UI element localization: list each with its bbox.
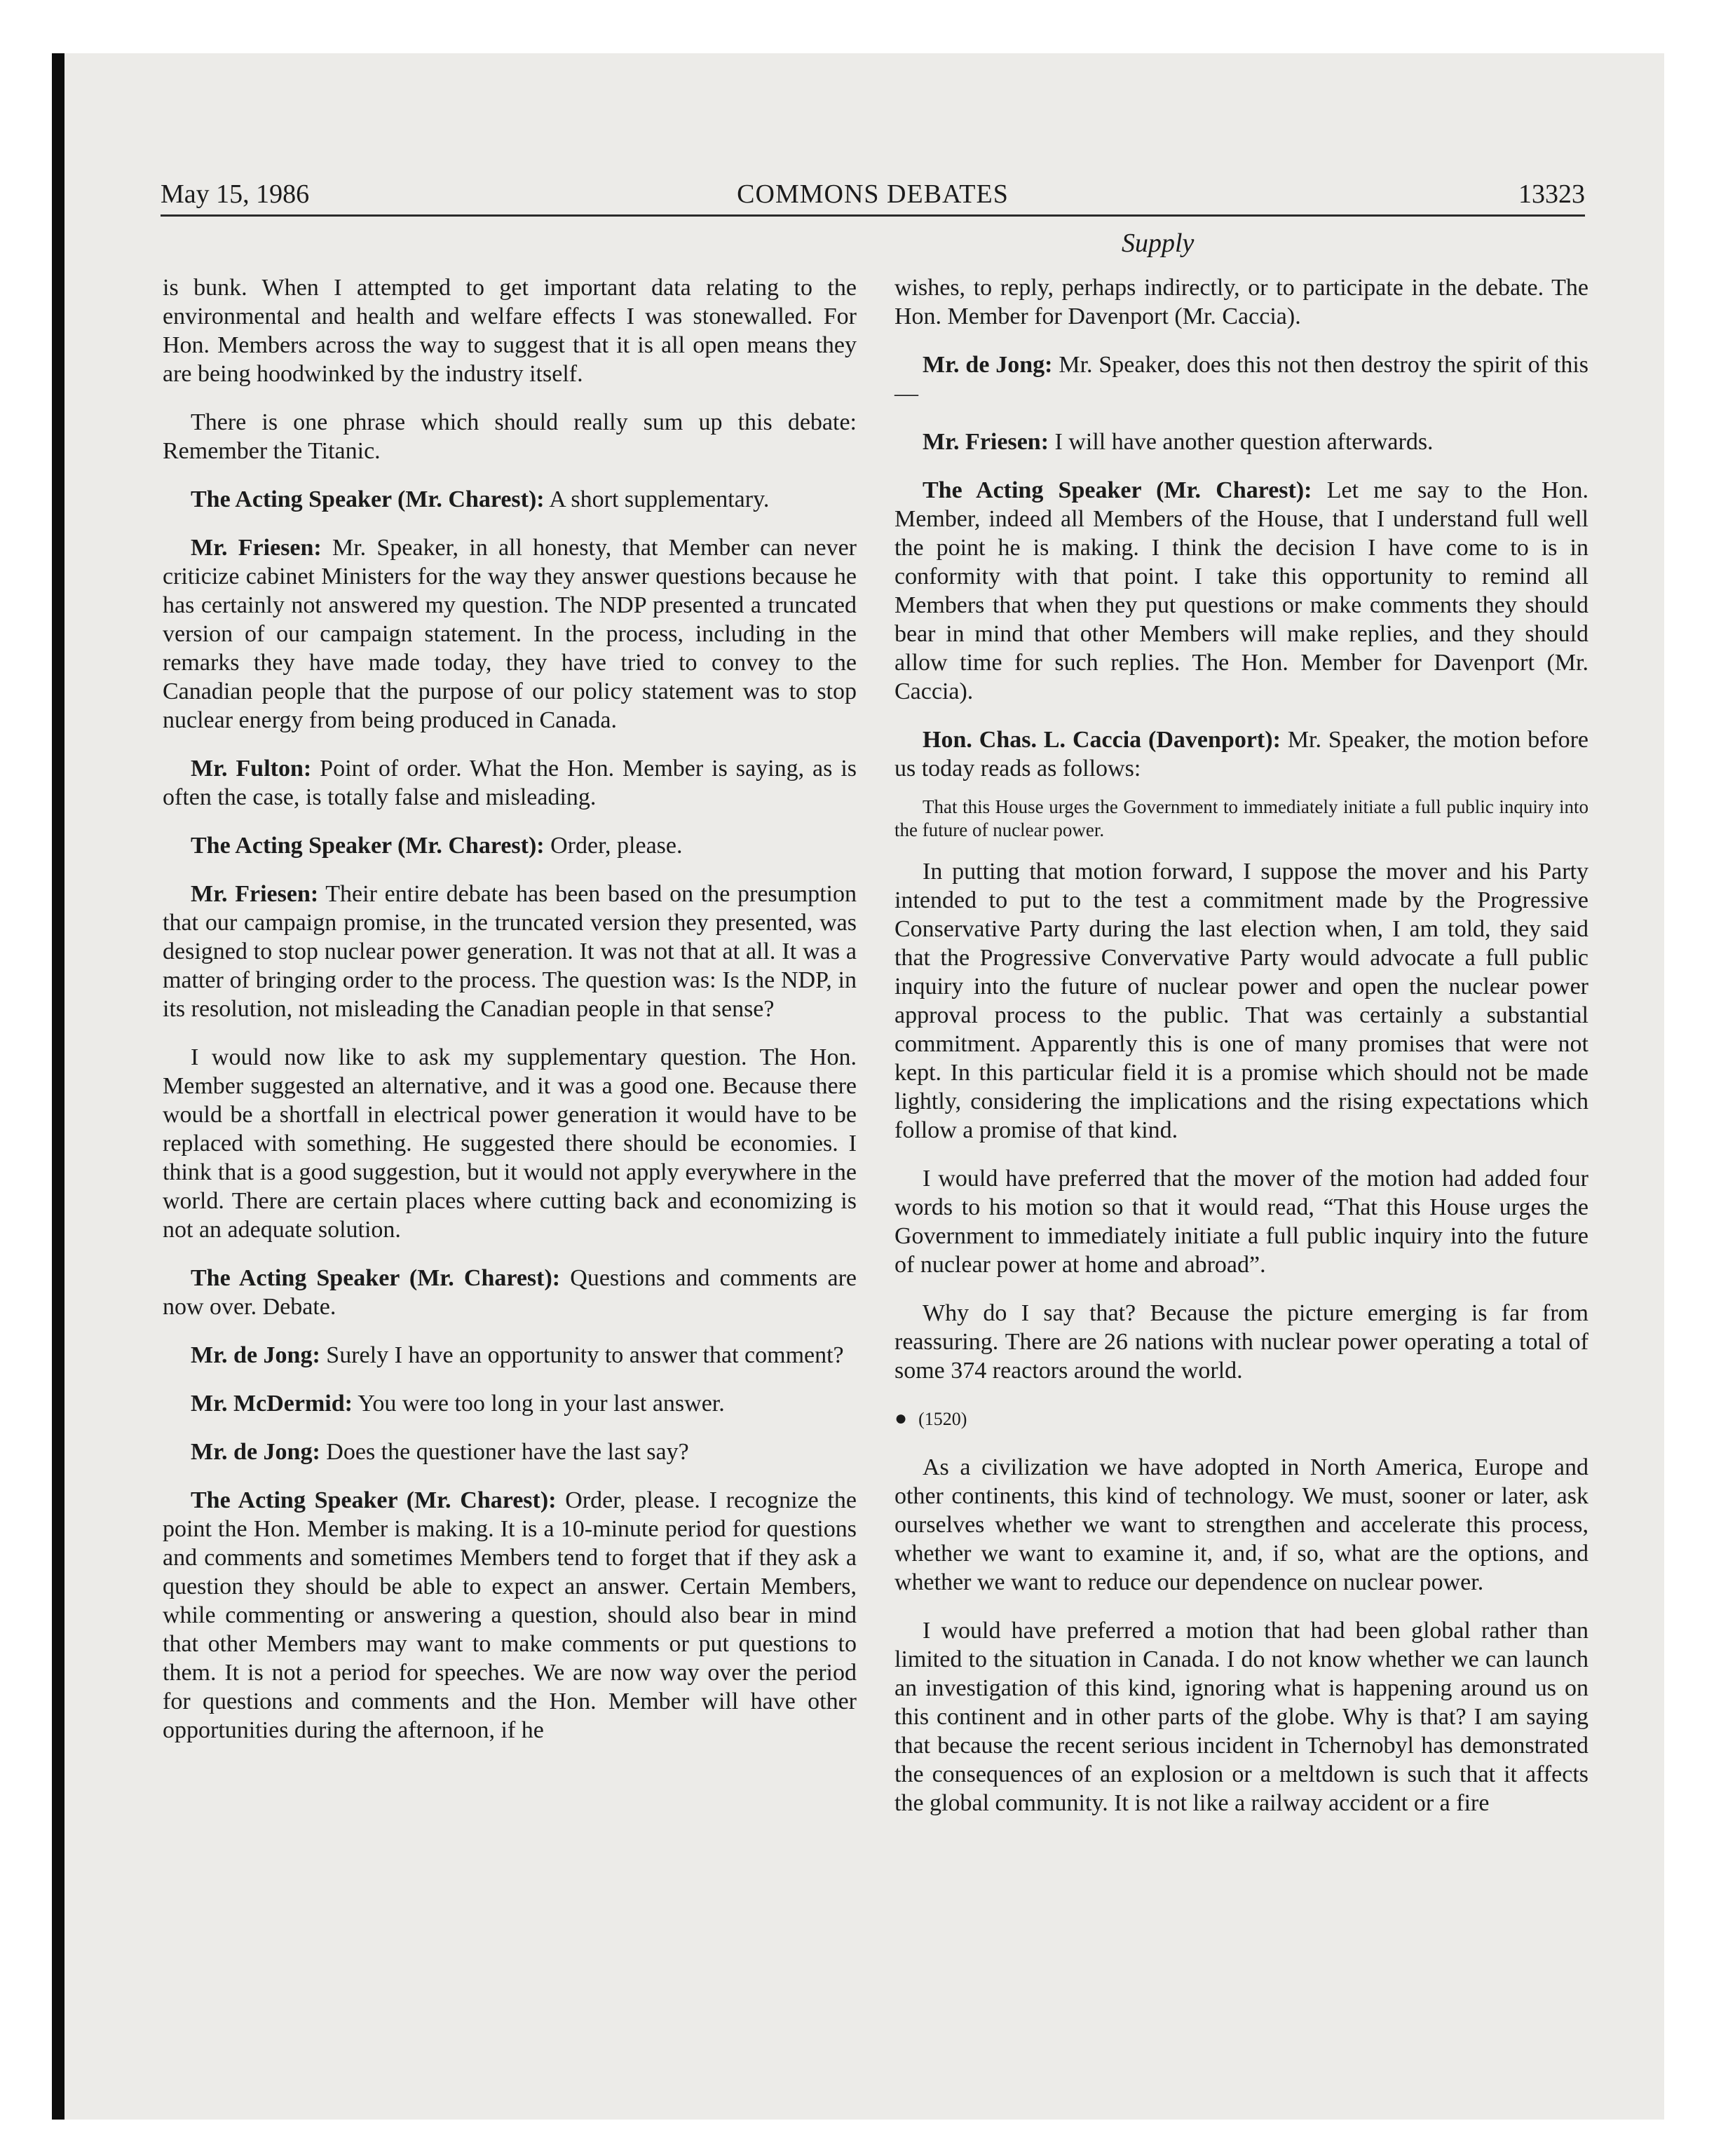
paragraph — [894, 1453, 1588, 1597]
paragraph — [163, 880, 857, 1023]
time-marker-text: (1520) — [918, 1409, 967, 1429]
right-column — [894, 273, 1588, 1837]
speaker-name: The Acting Speaker (Mr. Charest): — [191, 486, 545, 512]
scan-edge — [52, 53, 64, 2120]
time-marker — [894, 1405, 1588, 1433]
speaker-name: The Acting Speaker (Mr. Charest): — [191, 1487, 557, 1513]
paragraph-text: You were too long in your last answer. — [358, 1391, 725, 1417]
paragraph-text: I would have preferred a motion that had been global rather than limited to the situation in Canada. I do not know whether we can launch an investigation of this kind, ignoring what is happening around us on this continent and in other parts of the globe. Why is that? I am saying that because the recent serious incident in Tchernobyl has demonstrated the consequences of an explosion or a meltdown is such that it affects the global community. It is not like a railway accident or a fire — [894, 1618, 1588, 1816]
bullet-icon: ● — [894, 1407, 908, 1430]
paragraph — [163, 754, 857, 812]
paragraph-text: Point of order. What the Hon. Member is saying, as is often the case, is totally false and misleading. — [163, 756, 857, 810]
paragraph-text: In putting that motion forward, I suppose the mover and his Party intended to put to the test a commitment made by the Progressive Conservative Party during the last election when, I am told, they said that the Progressive Convervative Party would advocate a full public inquiry into the future of nuclear power and open the nuclear power approval process to the public. That was certainly a substantial commitment. Apparently this is one of many promises that were not kept. In this particular field it is a promise which should not be made lightly, considering the implications and the rising expectations which follow a promise of that kind. — [894, 859, 1588, 1143]
paragraph — [163, 533, 857, 735]
paragraph-text: Their entire debate has been based on the presumption that our campaign promise, in the truncated version they presented, was designed to stop nuclear power generation. It was not that at all. It was a matter of bringing order to the process. The question was: Is the NDP, in its resolution, not misleading the Canadian people in that sense? — [163, 881, 857, 1022]
speaker-name: Mr. McDermid: — [191, 1391, 353, 1417]
paragraph — [894, 350, 1588, 408]
paragraph-text: Mr. Speaker, in all honesty, that Member can never criticize cabinet Ministers for the way they answer questions because he has certainly not answered my question. The NDP presented a truncated version of our campaign statement. In the process, including in the remarks they have made today, they have tried to convey to the Canadian people that the purpose of our policy statement was to stop nuclear energy from being produced in Canada. — [163, 535, 857, 733]
header-date: May 15, 1986 — [161, 179, 310, 209]
section-title: Supply — [1122, 228, 1195, 258]
paragraph — [894, 1299, 1588, 1385]
paragraph — [894, 1164, 1588, 1279]
speaker-name: Hon. Chas. L. Caccia (Davenport): — [923, 727, 1281, 753]
header-title: COMMONS DEBATES — [737, 179, 1009, 209]
motion-quote: That this House urges the Government to immediately initiate a full public inquiry into the future of nuclear power. — [894, 796, 1588, 840]
speaker-name: The Acting Speaker (Mr. Charest): — [191, 833, 545, 859]
paragraph — [894, 476, 1588, 706]
speaker-name: Mr. de Jong: — [191, 1342, 320, 1368]
paragraph-text: I would have preferred that the mover of the motion had added four words to his motion so that it would read, “That this House urges the Government to immediately initiate a full public inquiry into the future of nuclear power at home and abroad”. — [894, 1166, 1588, 1278]
paragraph-text: Surely I have an opportunity to answer that comment? — [326, 1342, 844, 1368]
speaker-name: The Acting Speaker (Mr. Charest): — [923, 477, 1312, 503]
paragraph — [163, 485, 857, 514]
paragraph — [163, 1043, 857, 1244]
paragraph — [163, 1341, 857, 1370]
paragraph-text: Order, please. — [550, 833, 683, 859]
paragraph-text: Order, please. I recognize the point the Hon. Member is making. It is a 10-minute period for questions and comments and sometimes Members tend to forget that if they ask a question they should be able to expect an answer. Certain Members, while commenting or answering a question, should also bear in mind that other Members may want to make comments or put questions to them. It is not a period for speeches. We are now way over the period for questions and comments and the Hon. Member will have other opportunities during the afternoon, if he — [163, 1487, 857, 1743]
paragraph-text: Questions and comments are now over. Debate. — [163, 1265, 857, 1320]
paragraph-text: Mr. Speaker, the motion before us today reads as follows: — [894, 727, 1588, 782]
paragraph-text: Mr. Speaker, does this not then destroy the spirit of this— — [894, 352, 1589, 407]
paragraph-text: I would now like to ask my supplementary question. The Hon. Member suggested an alternative, and it was a good one. Because there would be a shortfall in electrical power generation it would have to be replaced with something. He suggested there should be economies. I think that is a good suggestion, but it would not apply everywhere in the world. There are certain places where cutting back and economizing is not an adequate solution. — [163, 1044, 857, 1243]
paragraph — [894, 1616, 1588, 1817]
speaker-name: The Acting Speaker (Mr. Charest): — [191, 1265, 561, 1291]
speaker-name: Mr. Friesen: — [191, 535, 322, 561]
speaker-name: Mr. Fulton: — [191, 756, 312, 782]
left-column — [163, 273, 857, 1764]
paragraph-text: A short supplementary. — [549, 486, 770, 512]
paragraph — [163, 831, 857, 860]
paragraph — [894, 428, 1588, 456]
paragraph-text: wishes, to reply, perhaps indirectly, or to participate in the debate. The Hon. Member for Davenport (Mr. Caccia). — [894, 275, 1588, 329]
paragraph — [163, 1264, 857, 1321]
page-number: 13323 — [1518, 179, 1585, 209]
right-column-part-1 — [894, 273, 1588, 783]
paragraph-text: Why do I say that? Because the picture emerging is far from reassuring. There are 26 nations with nuclear power operating a total of some 374 reactors around the world. — [894, 1300, 1588, 1384]
speaker-name: Mr. Friesen: — [191, 881, 319, 907]
paragraph-text: There is one phrase which should really sum up this debate: Remember the Titanic. — [163, 409, 857, 464]
paragraph — [894, 857, 1588, 1145]
right-column-part-3 — [894, 1453, 1588, 1817]
speaker-name: Mr. Friesen: — [923, 429, 1049, 455]
paragraph — [163, 273, 857, 388]
paragraph-text: I will have another question afterwards. — [1054, 429, 1434, 455]
running-header — [161, 174, 1585, 217]
paragraph — [894, 273, 1588, 331]
speaker-name: Mr. de Jong: — [923, 352, 1053, 378]
speaker-name: Mr. de Jong: — [191, 1439, 320, 1465]
paragraph — [163, 1438, 857, 1466]
paragraph — [894, 725, 1588, 783]
paragraph-text: Does the questioner have the last say? — [326, 1439, 689, 1465]
paragraph — [163, 1486, 857, 1745]
paragraph — [163, 408, 857, 465]
paragraph-text: As a civilization we have adopted in North America, Europe and other continents, this kind of technology. We must, sooner or later, ask ourselves whether we want to strengthen and accelerate this process, whether we want to examine it, and, if so, what are the options, and whether we want to reduce our dependence on nuclear power. — [894, 1454, 1588, 1595]
right-column-part-2 — [894, 857, 1588, 1385]
paragraph — [163, 1389, 857, 1418]
paragraph-text: is bunk. When I attempted to get important data relating to the environmental and health and welfare effects I was stonewalled. For Hon. Members across the way to suggest that it is all open means they are being hoodwinked by the industry itself. — [163, 275, 857, 387]
paragraph-text: Let me say to the Hon. Member, indeed all Members of the House, that I understand full well the point he is making. I think the decision I have come to is in conformity with that point. I take this opportunity to remind all Members that when they put questions or make comments they should bear in mind that other Members will make replies, and they should allow time for such replies. The Hon. Member for Davenport (Mr. Caccia). — [894, 477, 1589, 704]
